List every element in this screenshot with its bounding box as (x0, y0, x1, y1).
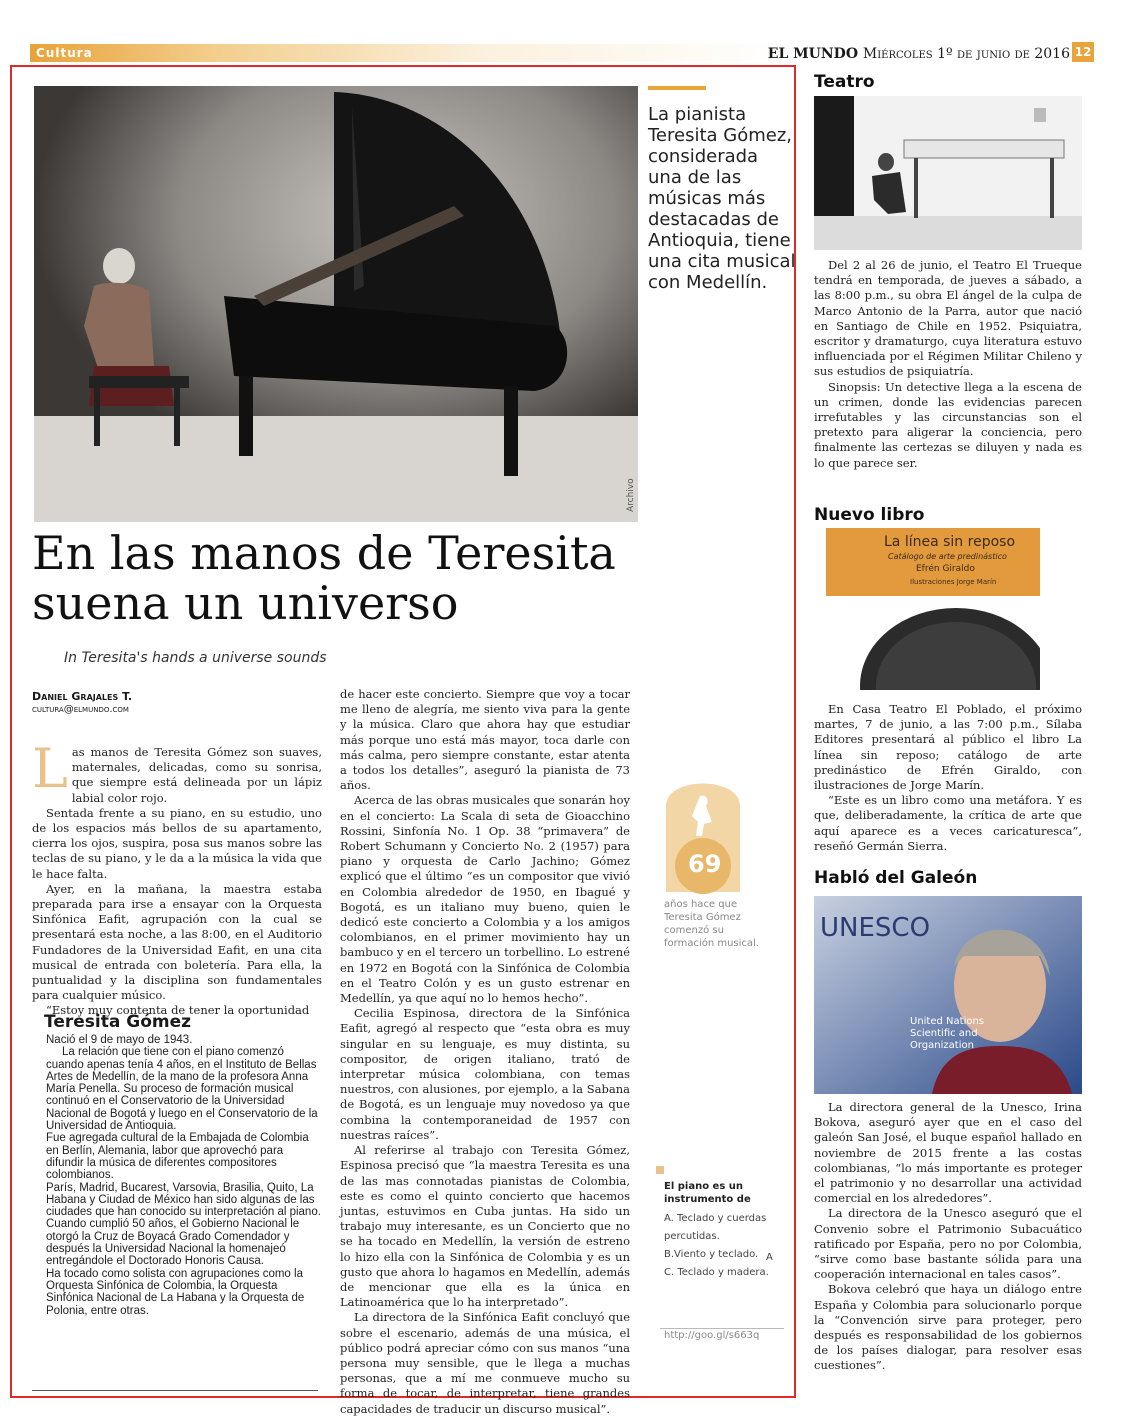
headline-line-1: En las manos de Teresita (32, 526, 616, 580)
book-illustrator: Ilustraciones Jorge Marín (910, 578, 997, 586)
bio-paragraph: Cuando cumplió 50 años, el Gobierno Nacional le otorgó la Cruz de Boyacá Grado Comendador y después la Universidad Nacional la homenajeó entregándole el Doctorado Honoris Causa. (46, 1218, 300, 1268)
stat-text: años hace que Teresita Gómez comenzó su formación musical. (664, 899, 760, 949)
paragraph: Al referirse al trabajo con Teresita Gómez, Espinosa precisó que “la maestra Teresita es una de las mas connotadas pianistas de Colombia, este es como el quinto concierto que hacemos juntas, estuvimos en Cuba juntas. Ha sido un trabajo muy interesante, es un Concierto que no se ha tocado en Medellín, la versión de estreno lo hizo ella con la Sinfónica de Colombia y es un gusto que ahora lo hagamos en Medellín, además de mencionar que ella es la única en Latinoamérica que lo ha interpretado”. (340, 1143, 630, 1310)
drop-cap: L (32, 737, 68, 800)
galeon-body (814, 1100, 1082, 1374)
bio-title: Teresita Gómez (44, 1012, 192, 1032)
unesco-photo (814, 896, 1082, 1094)
article-column-2 (340, 687, 630, 1417)
paragraph: Ayer, en la mañana, la maestra estaba preparada para irse a ensayar con la Orquesta Sinfónica Eafit, agrupación con la cual se presentará esta noche, a las 8:00, en el Auditorio Fundadores de la Universidad Eafit, en una cita musical de entrada con boletería. Para ella, la puntualidad y la disciplina son fundamentales para cualquier músico. (32, 881, 322, 1003)
masthead (768, 44, 1070, 64)
paragraph: Cecilia Espinosa, directora de la Sinfónica Eafit, agregó al respecto que “esta obra es muy singular en su lenguaje, es muy distinta, su compositor, de origen italiano, trató de interpretar música colombiana, con temas nuestros, con alusiones, por ejemplo, a la Sabana de Bogotá, es un lenguaje muy novedoso ya que combina la contemporaneidad de 1957 con nuestras raíces”. (340, 1006, 630, 1142)
photo-callout: La pianista Teresita Gómez, considerada una de las músicas más destacadas de Antioquia, tiene una cita musical con Medellín. (648, 104, 796, 293)
quiz-answer: A (766, 1252, 773, 1263)
galeon-title: Habló del Galeón (814, 868, 978, 888)
author-name: Daniel Grajales T. (32, 690, 133, 703)
paragraph: La directora de la Unesco aseguró que el Convenio sobre el Patrimonio Subacuático ratificado por España, pero no por Colombia, “sirve como base bastante sólida para una cooperación internacional en tales casos”. (814, 1206, 1082, 1282)
headline (32, 528, 782, 628)
callout-accent (648, 86, 706, 90)
article-column-1 (32, 737, 322, 1019)
quiz-option: C. Teclado y madera. (664, 1267, 769, 1278)
bio-paragraph: Ha tocado como solista con agrupaciones como la Orquesta Sinfónica de Colombia, la Orquesta Sinfónica Nacional de La Habana y la Orquesta de Polonia, entre otras. (46, 1267, 305, 1317)
pianist-photo (34, 86, 638, 522)
book-cover (826, 528, 1040, 690)
paragraph: de hacer este concierto. Siempre que voy a tocar me lleno de alegría, me siento viva para la gente y la música. Claro que ahora hay que estudiar más porque uno está más mayor, toca darle con más calma, pero siempre constante, estar atenta a todos los detalles”, aseguró la pianista de 73 años. (340, 687, 630, 793)
section-label: Cultura (36, 46, 93, 60)
bio-box (32, 1012, 322, 1317)
quiz-option: B.Viento y teclado. (664, 1249, 759, 1260)
paragraph: La directora de la Sinfónica Eafit concluyó que sobre el escenario, además de una música, el público podrá apreciar cómo con sus manos “una persona muy sensible, que le llega a muchas personas, que a mí me conmueve mucho su forma de tocar, de interpretar, tiene grandes capacidades de traducir un discurso musical”. (340, 1310, 630, 1416)
book-title: La línea sin reposo (884, 534, 1016, 550)
bio-paragraph: París, Madrid, Bucarest, Varsovia, Brasilia, Quito, La Habana y Ciudad de México han sido algunas de las ciudades que han conocido su interpretación al piano. (46, 1181, 321, 1219)
paragraph: Sinopsis: Un detective llega a la escena de un crimen, donde las evidencias parecen irrefutables y las circunstancias son el pretexto para aligerar la conciencia, pero finalmente las certezas se diluyen y nada es lo que parece ser. (814, 379, 1082, 470)
photo-credit: Archivo (626, 478, 636, 512)
unesco-sign-secondary: United Nations Scientific and Organization (910, 1016, 985, 1051)
paragraph: Sentada frente a su piano, en su estudio, uno de los espacios más bellos de su apartamento, cierra los ojos, suspira, posa sus manos sobre las teclas de su piano, y le da a la música la vida que le hace falta. (32, 805, 322, 881)
paragraph: as manos de Teresita Gómez son suaves, maternales, delicadas, como su sonrisa, que siempre está delineada por un lápiz labial color rojo. (71, 745, 322, 805)
issue-date: Miércoles 1º de junio de 2016 (862, 46, 1070, 62)
stat-number: 69 (688, 850, 722, 878)
quiz-question: El piano es un instrumento de (664, 1181, 751, 1205)
bio-paragraph: La relación que tiene con el piano comenzó cuando apenas tenía 4 años, en el Instituto de Bellas Artes de Medellín, de la mano de la profesora Anna María Penella. Su proceso de formación musical continuó en el Conservatorio de la Universidad Nacional de Bogotá y luego en el Conservatorio de la Universidad de Antioquia. (46, 1046, 318, 1133)
headline-line-2: suena un universo (32, 576, 459, 630)
link-divider (660, 1328, 784, 1329)
short-link[interactable]: http://goo.gl/s663q (664, 1330, 760, 1341)
byline (32, 690, 132, 716)
author-email: cultura@elmundo.com (32, 704, 129, 715)
libro-title: Nuevo libro (814, 505, 925, 525)
teatro-body (814, 258, 1082, 471)
quiz-box (664, 1180, 784, 1282)
page-number: 12 (1072, 42, 1094, 62)
paragraph: “Estoy muy contenta de tener la oportunidad (46, 1003, 310, 1018)
libro-body (814, 702, 1082, 854)
bio-paragraph: Nació el 9 de mayo de 1943. (46, 1034, 193, 1046)
bottom-rule (32, 1390, 318, 1391)
book-author: Efrén Giraldo (916, 564, 975, 574)
teatro-photo (814, 96, 1082, 250)
paragraph: Del 2 al 26 de junio, el Teatro El Trueque tendrá en temporada, de jueves a sábado, a las 8:00 p.m., su obra El ángel de la culpa de Marco Antonio de la Parra, autor que nació en Santiago de Chile en 1952. Psiquiatra, escritor y dramaturgo, cuya literatura estuvo influenciada por el Régimen Militar Chileno y sus estudios de psiquiatría. (814, 258, 1082, 379)
paragraph: La directora general de la Unesco, Irina Bokova, aseguró ayer que en el caso del galeón San José, el buque español hallado en noviembre de 2015 frente a las costas colombianas, “lo más importante es proteger el patrimonio y no desarrollar una actividad comercial en los alrededores”. (814, 1100, 1082, 1206)
paragraph: Acerca de las obras musicales que sonarán hoy en el concierto: La Scala di seta de Gioacchino Rossini, Sinfonía No. 1 Op. 38 “primavera” de Robert Schumann y Concierto No. 2 (1957) para piano y orquesta de Carlo Jachino; Gómez explicó que el último “es un compositor que vivió en Colombia alrededor de 1950, en Ibagué y Bogotá, es un italiano muy bueno, quien le dedicó este concierto a Colombia y a los amigos colombianos, en el primer movimiento hay un bambuco y en el tercero un torbellino. Lo estrené en 1972 en Bogotá con la Sinfónica de Colombia en el Teatro Colón y es un gusto estrenar en Medellín, ya que aquí no lo hemos hecho”. (340, 793, 630, 1006)
paper-name: EL MUNDO (767, 46, 859, 62)
teatro-title: Teatro (814, 72, 875, 92)
quiz-marker-icon (656, 1166, 664, 1174)
unesco-sign: UNESCO (820, 913, 931, 943)
quiz-option: A. Teclado y cuerdas percutidas. (664, 1213, 767, 1242)
book-circle-icon (826, 596, 1040, 690)
book-subtitle: Catálogo de arte predinástico (888, 552, 1007, 561)
paragraph: En Casa Teatro El Poblado, el próximo martes, 7 de junio, a las 7:00 p.m., Sílaba Editores presentará al público el libro La línea sin reposo; catálogo de arte predinástico de Efrén Giraldo, con ilustraciones de Jorge Marín. (814, 702, 1082, 793)
subtitle: In Teresita's hands a universe sounds (64, 650, 327, 666)
paragraph: “Este es un libro como una metáfora. Y es que, deliberadamente, la crítica de arte que aquí aparece es a veces caricaturesca”, reseñó Germán Sierra. (814, 793, 1082, 853)
section-header-bar (30, 44, 790, 62)
bio-paragraph: Fue agregada cultural de la Embajada de Colombia en Berlín, Alemania, labor que aprovechó para difundir la música de diferentes compositores colombianos. (46, 1132, 309, 1182)
paragraph: Bokova celebró que haya un diálogo entre España y Colombia para solucionarlo porque la “Convención sirve para proteger, pero después es responsabilidad de los gobiernos de los países dialogar, para resolver esas cuestiones”. (814, 1282, 1082, 1373)
